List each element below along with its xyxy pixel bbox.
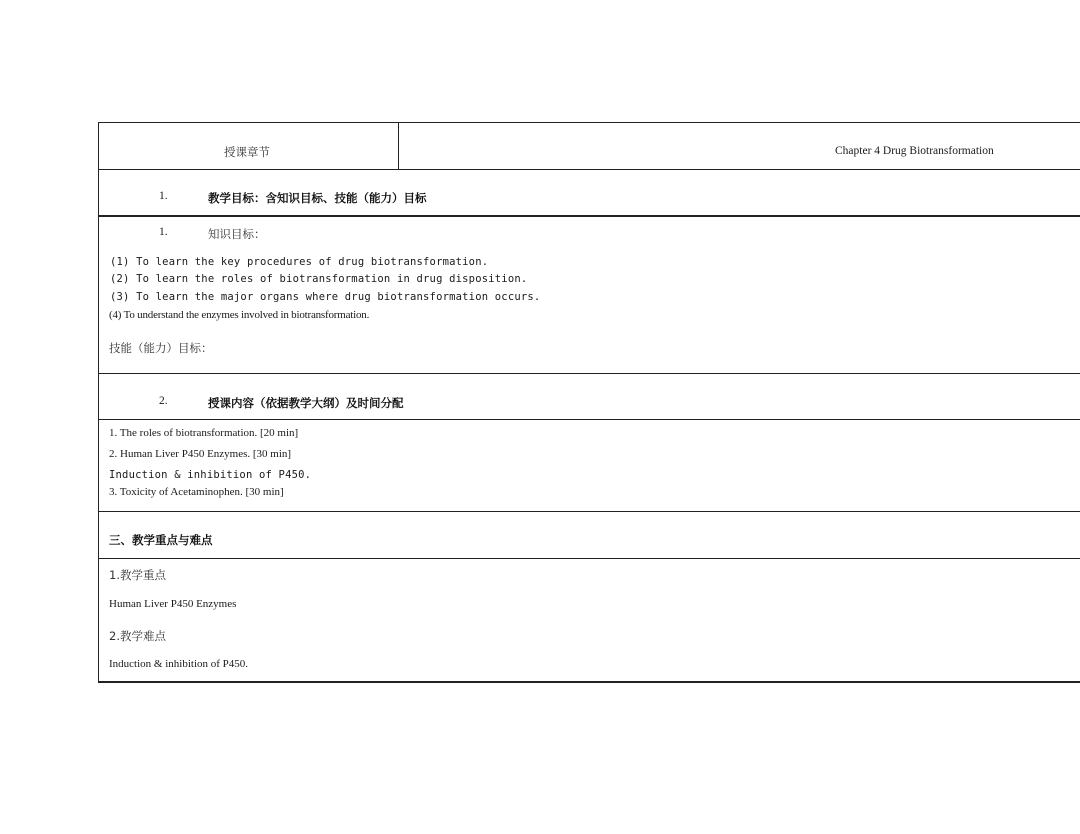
objective-line: (3) To learn the major organs where drug biotransformation occurs. [110, 291, 541, 303]
chapter-label: 授课章节 [224, 145, 270, 159]
content-item: 2. Human Liver P450 Enzymes. [30 min] [109, 448, 292, 460]
row-divider [98, 558, 1080, 559]
row-divider [98, 215, 1080, 217]
row-divider [98, 511, 1080, 512]
skill-title: 技能（能力）目标： [109, 341, 213, 355]
objective-line: (2) To learn the roles of biotransformation in drug disposition. [110, 273, 528, 285]
chapter-title: Chapter 4 Drug Biotransformation [835, 145, 994, 157]
section1-title: 教学目标：含知识目标、技能（能力）目标 [208, 191, 427, 205]
section3-title: 三、教学重点与难点 [109, 533, 213, 547]
row-divider [98, 419, 1080, 420]
content-item-sub: Induction & inhibition of P450. [109, 469, 312, 481]
section2-number: 2. [159, 395, 168, 407]
row-divider [98, 169, 1080, 170]
knowledge-title: 知识目标： [208, 227, 266, 241]
section1-number: 1. [159, 190, 168, 202]
difficulty-label: 2.教学难点 [109, 629, 166, 643]
section2-title: 授课内容（依据教学大纲）及时间分配 [208, 396, 404, 410]
objective-line: (4) To understand the enzymes involved in biotransformation. [109, 309, 370, 321]
objective-line: (1) To learn the key procedures of drug biotransformation. [110, 256, 489, 268]
key-point-text: Human Liver P450 Enzymes [109, 598, 237, 610]
key-point-label: 1.教学重点 [109, 568, 166, 582]
knowledge-number: 1. [159, 226, 168, 238]
difficulty-text: Induction & inhibition of P450. [109, 658, 249, 670]
content-item: 1. The roles of biotransformation. [20 min] [109, 427, 299, 439]
content-item: 3. Toxicity of Acetaminophen. [30 min] [109, 486, 284, 498]
column-divider [398, 122, 399, 169]
row-divider [98, 373, 1080, 374]
